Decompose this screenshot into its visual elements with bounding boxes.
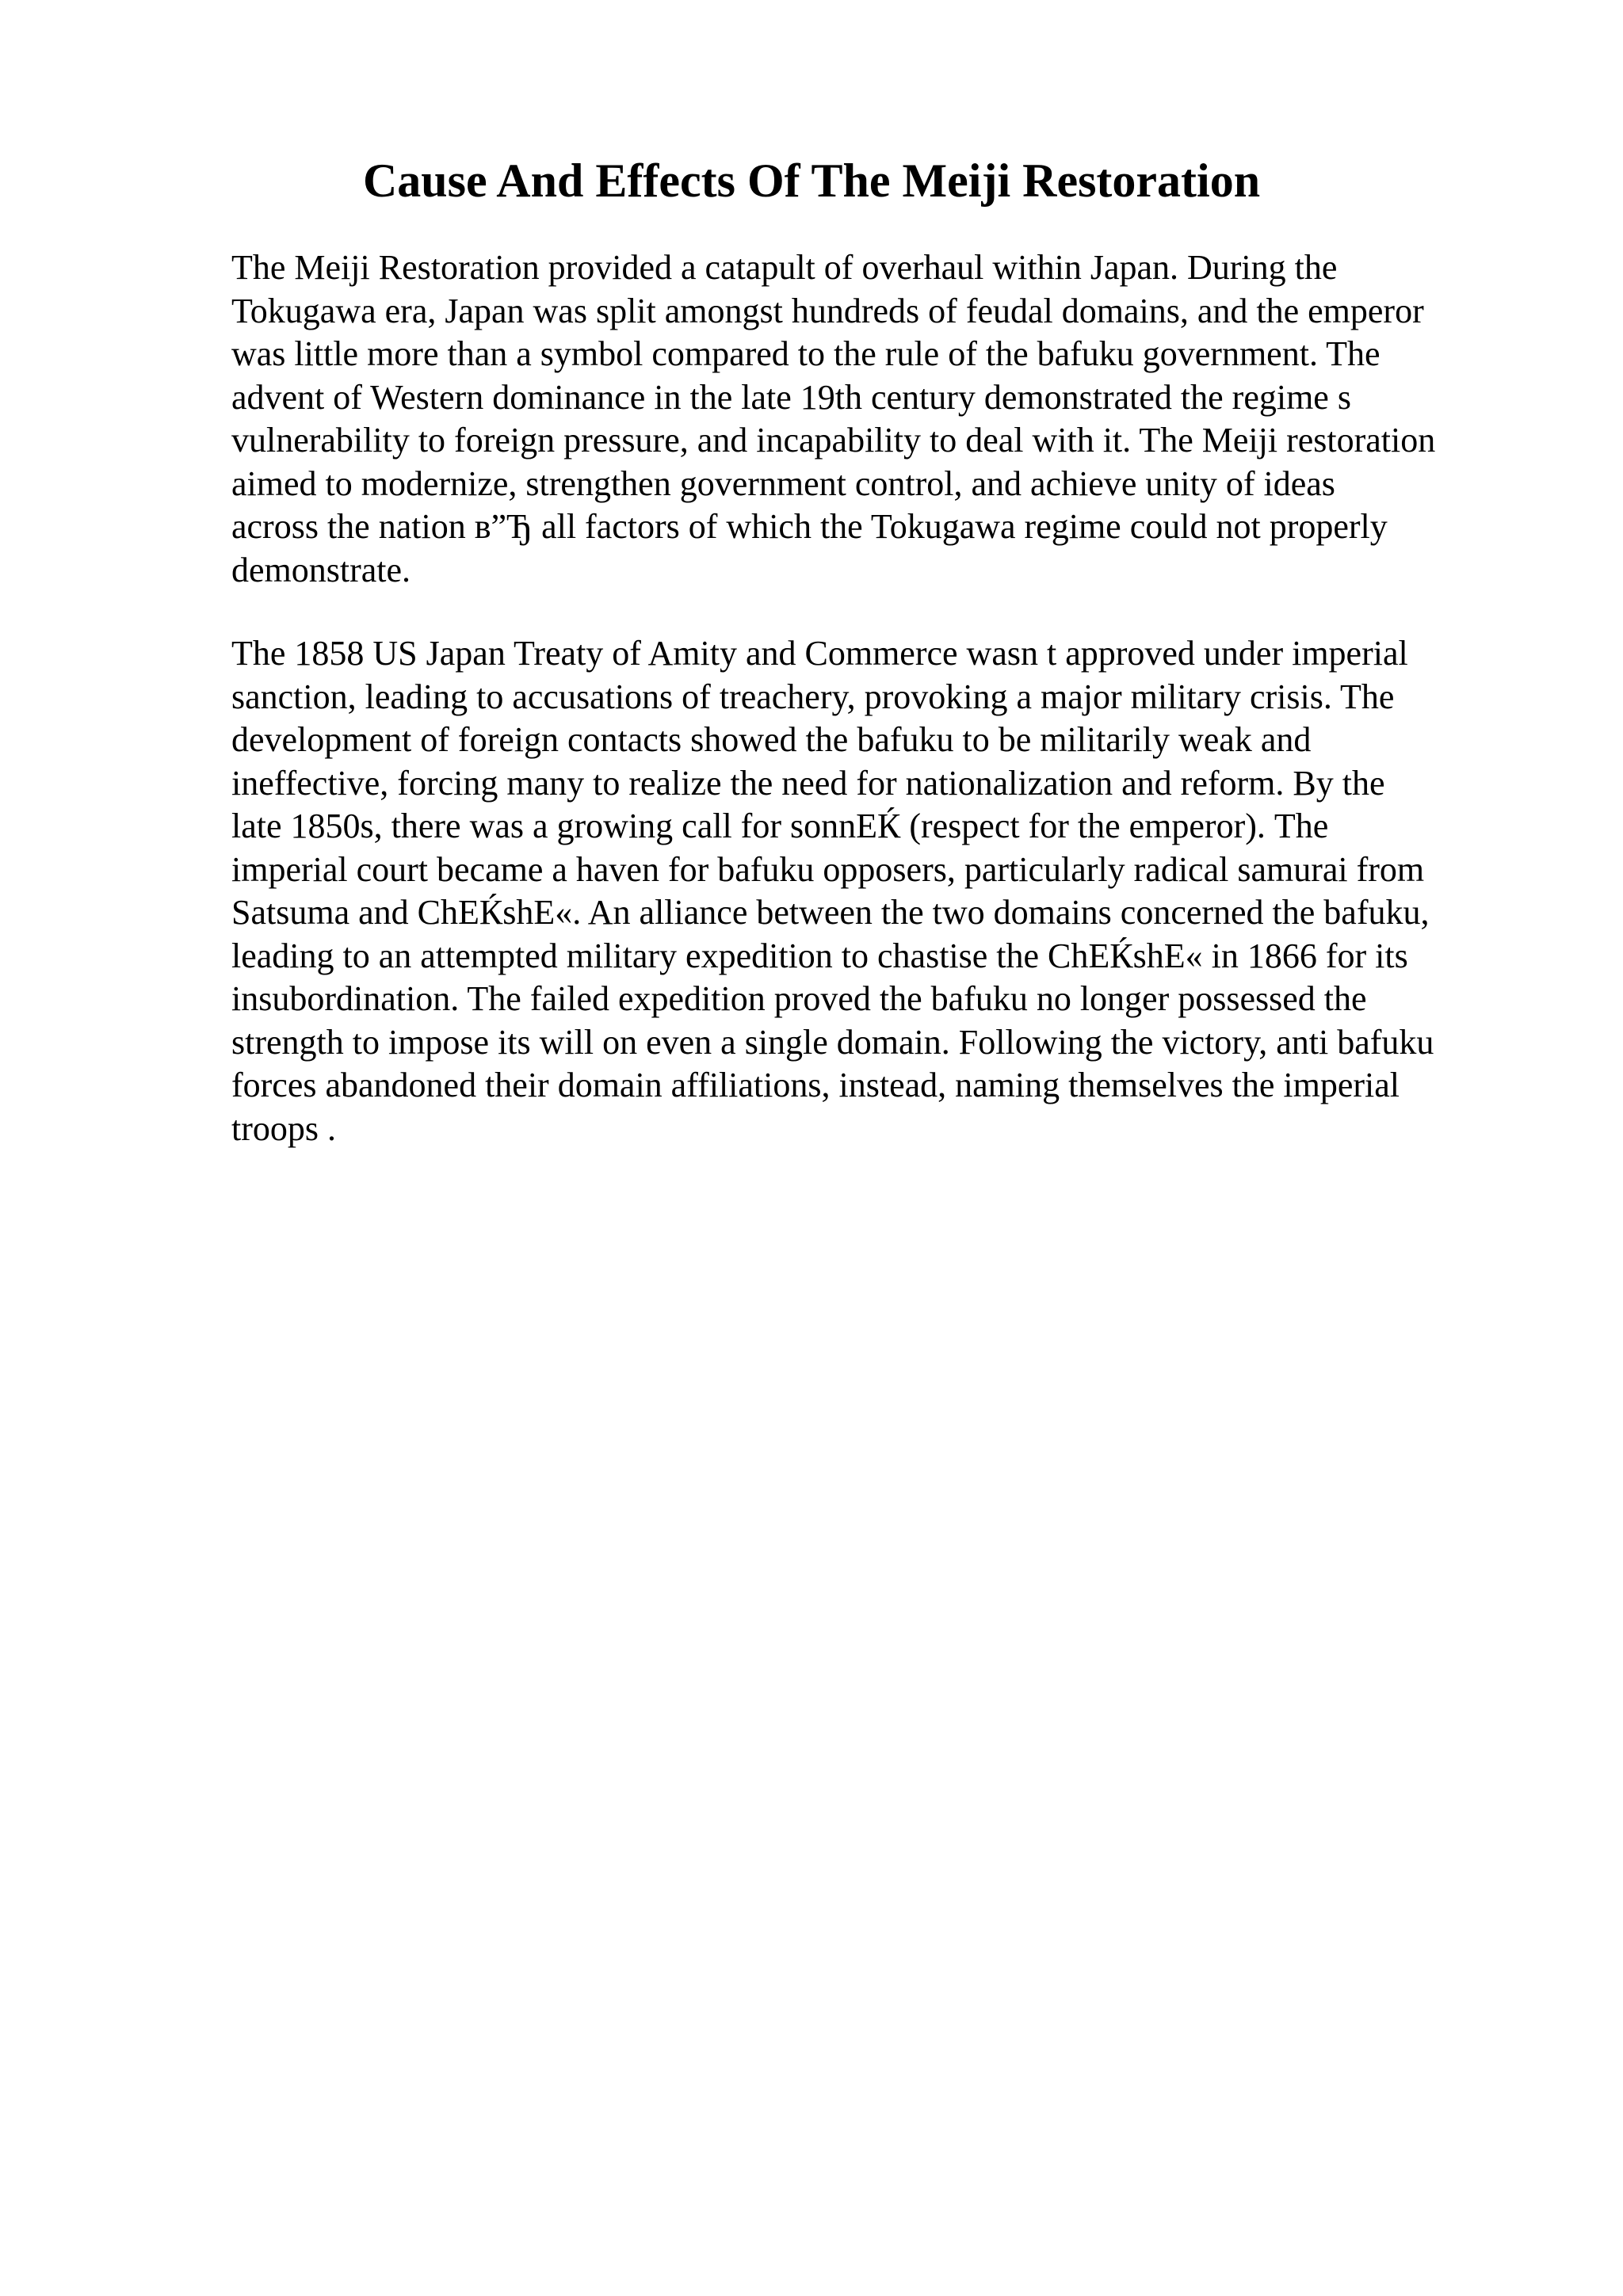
- paragraph-line: development of foreign contacts showed the bafuku to be militarily weak and: [231, 720, 1312, 759]
- paragraph-line: The 1858 US Japan Treaty of Amity and Commerce wasn t approved under imperial: [231, 634, 1408, 673]
- paragraph-line: strength to impose its will on even a single domain. Following the victory, anti bafuku: [231, 1022, 1434, 1062]
- paragraph-line: Tokugawa era, Japan was split amongst hundreds of feudal domains, and the emperor: [231, 291, 1424, 330]
- paragraph-line: across the nation в”Ђ all factors of which the Tokugawa regime could not properly: [231, 507, 1388, 546]
- paragraph-line: The Meiji Restoration provided a catapult of overhaul within Japan. During the: [231, 248, 1338, 287]
- paragraph-line: late 1850s, there was a growing call for sonnEЌ (respect for the emperor). The: [231, 807, 1329, 845]
- paragraph-line: imperial court became a haven for bafuku opposers, particularly radical samurai from: [231, 849, 1425, 889]
- paragraph-line: sanction, leading to accusations of treachery, provoking a major military crisis. The: [231, 677, 1395, 716]
- paragraph-1: [231, 246, 1515, 592]
- document-title: Cause And Effects Of The Meiji Restoration: [362, 154, 1261, 207]
- paragraph-line: insubordination. The failed expedition proved the bafuku no longer possessed the: [231, 979, 1367, 1018]
- paragraph-line: ineffective, forcing many to realize the need for nationalization and reform. By the: [231, 763, 1385, 803]
- paragraph-line: forces abandoned their domain affiliations, instead, naming themselves the imperial: [231, 1066, 1400, 1104]
- paragraph-line: demonstrate.: [231, 550, 411, 589]
- paragraph-line: aimed to modernize, strengthen government control, and achieve unity of ideas: [231, 463, 1335, 503]
- paragraph-line: Satsuma and ChEЌshE«. An alliance between the two domains concerned the bafuku,: [231, 893, 1430, 932]
- paragraph-line: vulnerability to foreign pressure, and incapability to deal with it. The Meiji restoration: [231, 421, 1436, 460]
- paragraph-line: leading to an attempted military expedition to chastise the ChEЌshE« in 1866 for its: [231, 936, 1408, 975]
- paragraph-line: was little more than a symbol compared to the rule of the bafuku government. The: [231, 334, 1381, 373]
- paragraph-line: advent of Western dominance in the late 19th century demonstrated the regime s: [231, 377, 1351, 417]
- paragraph-line: troops .: [231, 1108, 336, 1148]
- paragraph-2: [231, 632, 1515, 1150]
